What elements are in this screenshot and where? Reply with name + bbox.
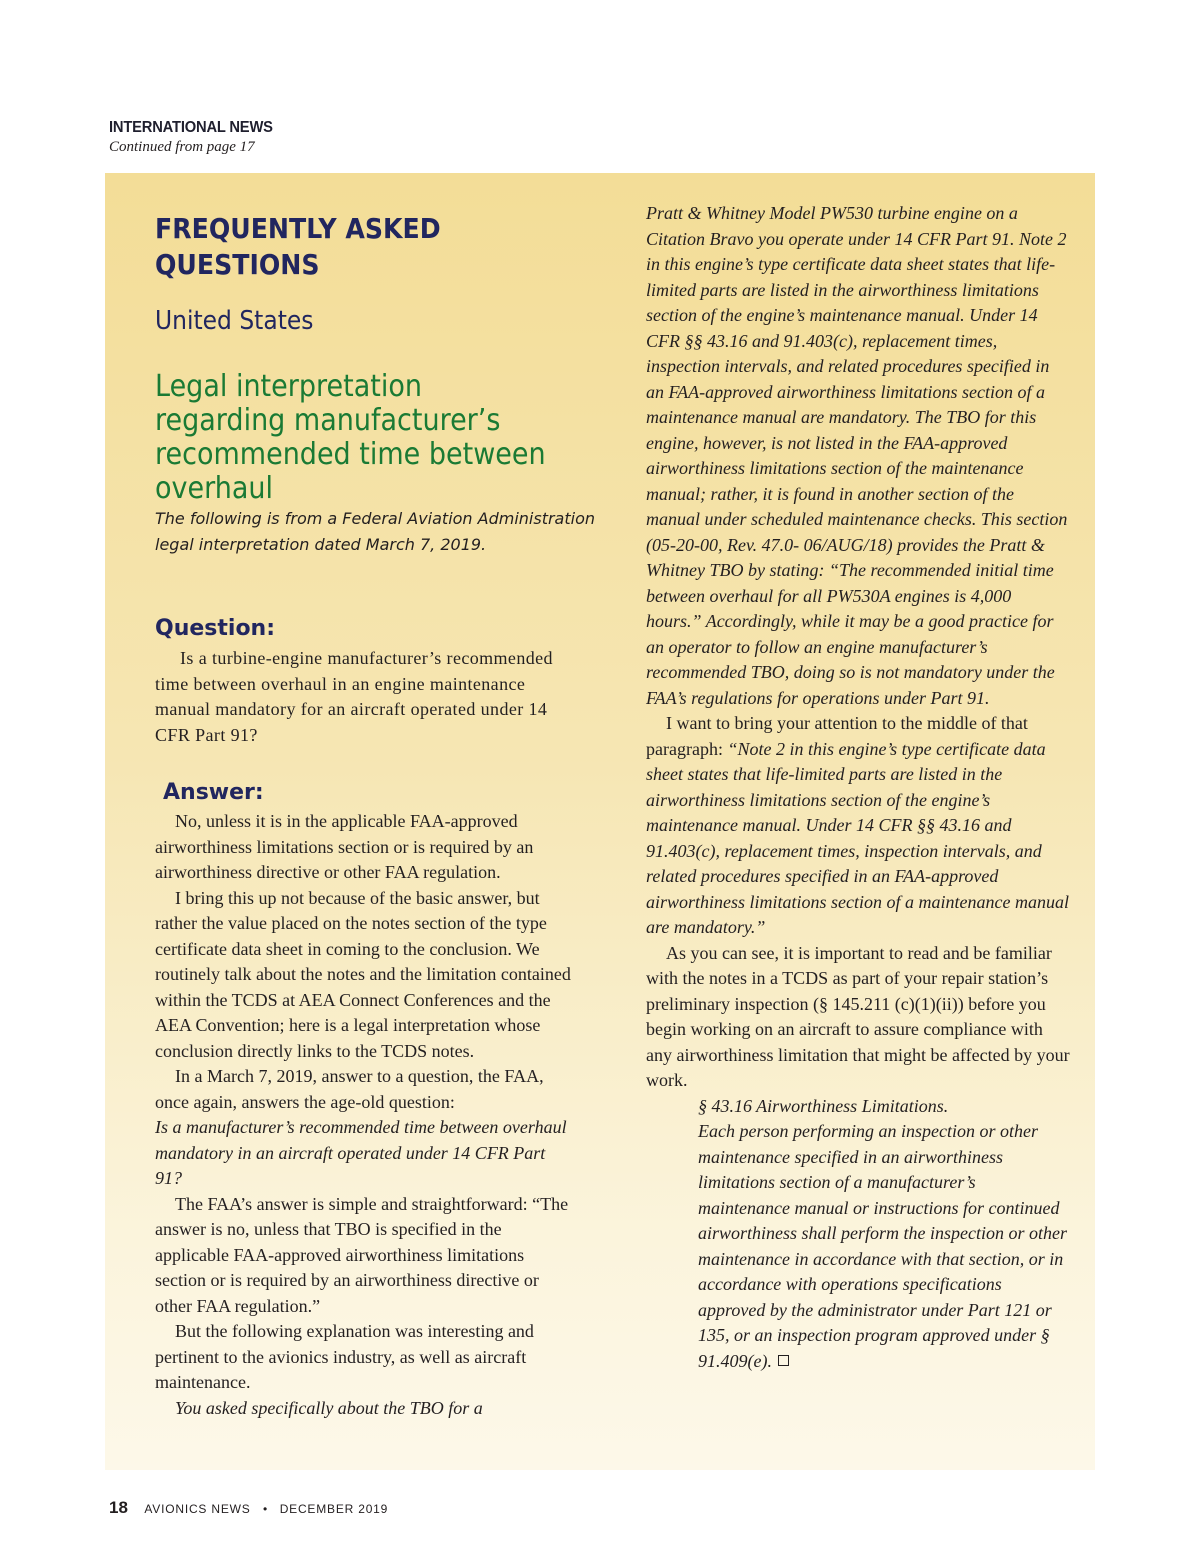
answer-body bbox=[155, 809, 575, 1421]
page-number: 18 bbox=[109, 1498, 128, 1517]
answer-paragraph: The FAA’s answer is simple and straightforward: “The answer is no, unless that TBO is specified in the applicable FAA-approved airworthiness limitations section or is required by an airworthiness directive or other FAA regulation.” bbox=[155, 1193, 569, 1316]
answer-paragraph: No, unless it is in the applicable FAA-approved airworthiness limitations section or is required by an airworthiness directive or other FAA regulation. bbox=[155, 811, 534, 882]
country-heading: United States bbox=[155, 306, 314, 336]
end-of-article-icon bbox=[778, 1355, 789, 1366]
answer-label: Answer: bbox=[163, 780, 264, 805]
answer-paragraph: I bring this up not because of the basic answer, but rather the value placed on the notes section of the type certificate data sheet in coming to the conclusion. We routinely talk about the notes and the limitation contained within the TCDS at AEA Connect Conferences and the AEA Convention; here is a legal interpretation whose conclusion directly links to the TCDS notes. bbox=[155, 887, 571, 1061]
answer-paragraph: In a March 7, 2019, answer to a question, the FAA, once again, answers the age-old question: bbox=[155, 1066, 544, 1112]
page-footer bbox=[109, 1498, 388, 1518]
question-label: Question: bbox=[155, 616, 276, 641]
footer-separator: • bbox=[263, 1502, 268, 1516]
faq-title: FREQUENTLY ASKED QUESTIONS bbox=[155, 212, 441, 281]
regulation-body: Each person performing an inspection or other maintenance specified in an airworthiness limitations section of a manufacturer’s maintenance manual or instructions for continued airworthiness shall perform the inspection or other maintenance in accordance with that section, or in accordance with operations specifications approved by the administrator under Part 121 or 135, or an inspection program approved under § 91.409(e). bbox=[698, 1121, 1067, 1371]
issue-date: DECEMBER 2019 bbox=[279, 1502, 389, 1516]
regulation-quote bbox=[698, 1094, 1071, 1375]
faa-quote-paragraph: Pratt & Whitney Model PW530 turbine engine on a Citation Bravo you operate under 14 CFR Part 91. Note 2 in this engine’s type certificate data sheet states that life-limited parts are listed in the airworthiness limitations section of the engine’s maintenance manual. Under 14 CFR §§ 43.16 and 91.403(c), replacement times, inspection intervals, and related procedures specified in an FAA-approved airworthiness limitations section of a maintenance manual are mandatory. The TBO for this engine, however, is not listed in the FAA-approved airworthiness limitations section of the maintenance manual; rather, it is found in another section of the manual under scheduled maintenance checks. This section (05-20-00, Rev. 47.0- 06/AUG/18) provides the Pratt & Whitney TBO by stating: “The recommended initial time between overhaul for all PW530A engines is 4,000 hours.” Accordingly, while it may be a good practice for an operator to follow an engine manufacturer’s recommended TBO, doing so is not mandatory under the FAA’s regulations for operations under Part 91. bbox=[646, 203, 1068, 708]
article-headline: Legal interpretation regarding manufacturer’s recommended time between overhaul bbox=[155, 369, 546, 506]
continued-from: Continued from page 17 bbox=[109, 139, 255, 155]
section-title: INTERNATIONAL NEWS bbox=[109, 119, 273, 136]
paragraph-lead: I want to bring your attention to the middle of that paragraph: bbox=[646, 713, 1028, 759]
question-text bbox=[155, 646, 575, 748]
regulation-title: § 43.16 Airworthiness Limitations. bbox=[698, 1095, 949, 1116]
answer-paragraph-italic: Is a manufacturer’s recommended time between overhaul mandatory in an aircraft operated under 14 CFR Part 91? bbox=[155, 1117, 567, 1188]
paragraph-quote: “Note 2 in this engine’s type certificate data sheet states that life-limited parts are listed in the airworthiness limitations section of the engine’s maintenance manual. Under 14 CFR §§ 43.16 and 91.403(c), replacement times, inspection intervals, and related procedures specified in an FAA-approved airworthiness limitations section of a maintenance manual are mandatory.” bbox=[646, 738, 1069, 937]
right-body bbox=[646, 201, 1071, 1374]
answer-paragraph: But the following explanation was interesting and pertinent to the avionics industry, as well as aircraft maintenance. bbox=[155, 1321, 534, 1392]
publication-name: AVIONICS NEWS bbox=[144, 1502, 251, 1516]
body-paragraph: As you can see, it is important to read and be familiar with the notes in a TCDS as part of your repair station’s preliminary inspection (§ 145.211 (c)(1)(ii)) before you begin working on an aircraft to assure compliance with any airworthiness limitation that might be affected by your work. bbox=[646, 942, 1070, 1090]
section-header bbox=[109, 119, 287, 156]
body-paragraph bbox=[646, 711, 1071, 941]
faq-panel bbox=[105, 173, 1095, 1470]
question-body: Is a turbine-engine manufacturer’s recommended time between overhaul in an engine maintenance manual mandatory for an aircraft operated under 14 CFR Part 91? bbox=[155, 648, 553, 745]
regulation-text bbox=[698, 1119, 1071, 1374]
answer-paragraph-italic: You asked specifically about the TBO for a bbox=[175, 1397, 483, 1418]
intro-text: The following is from a Federal Aviation Administration legal interpretation dated March 7, 2019. bbox=[155, 509, 596, 554]
